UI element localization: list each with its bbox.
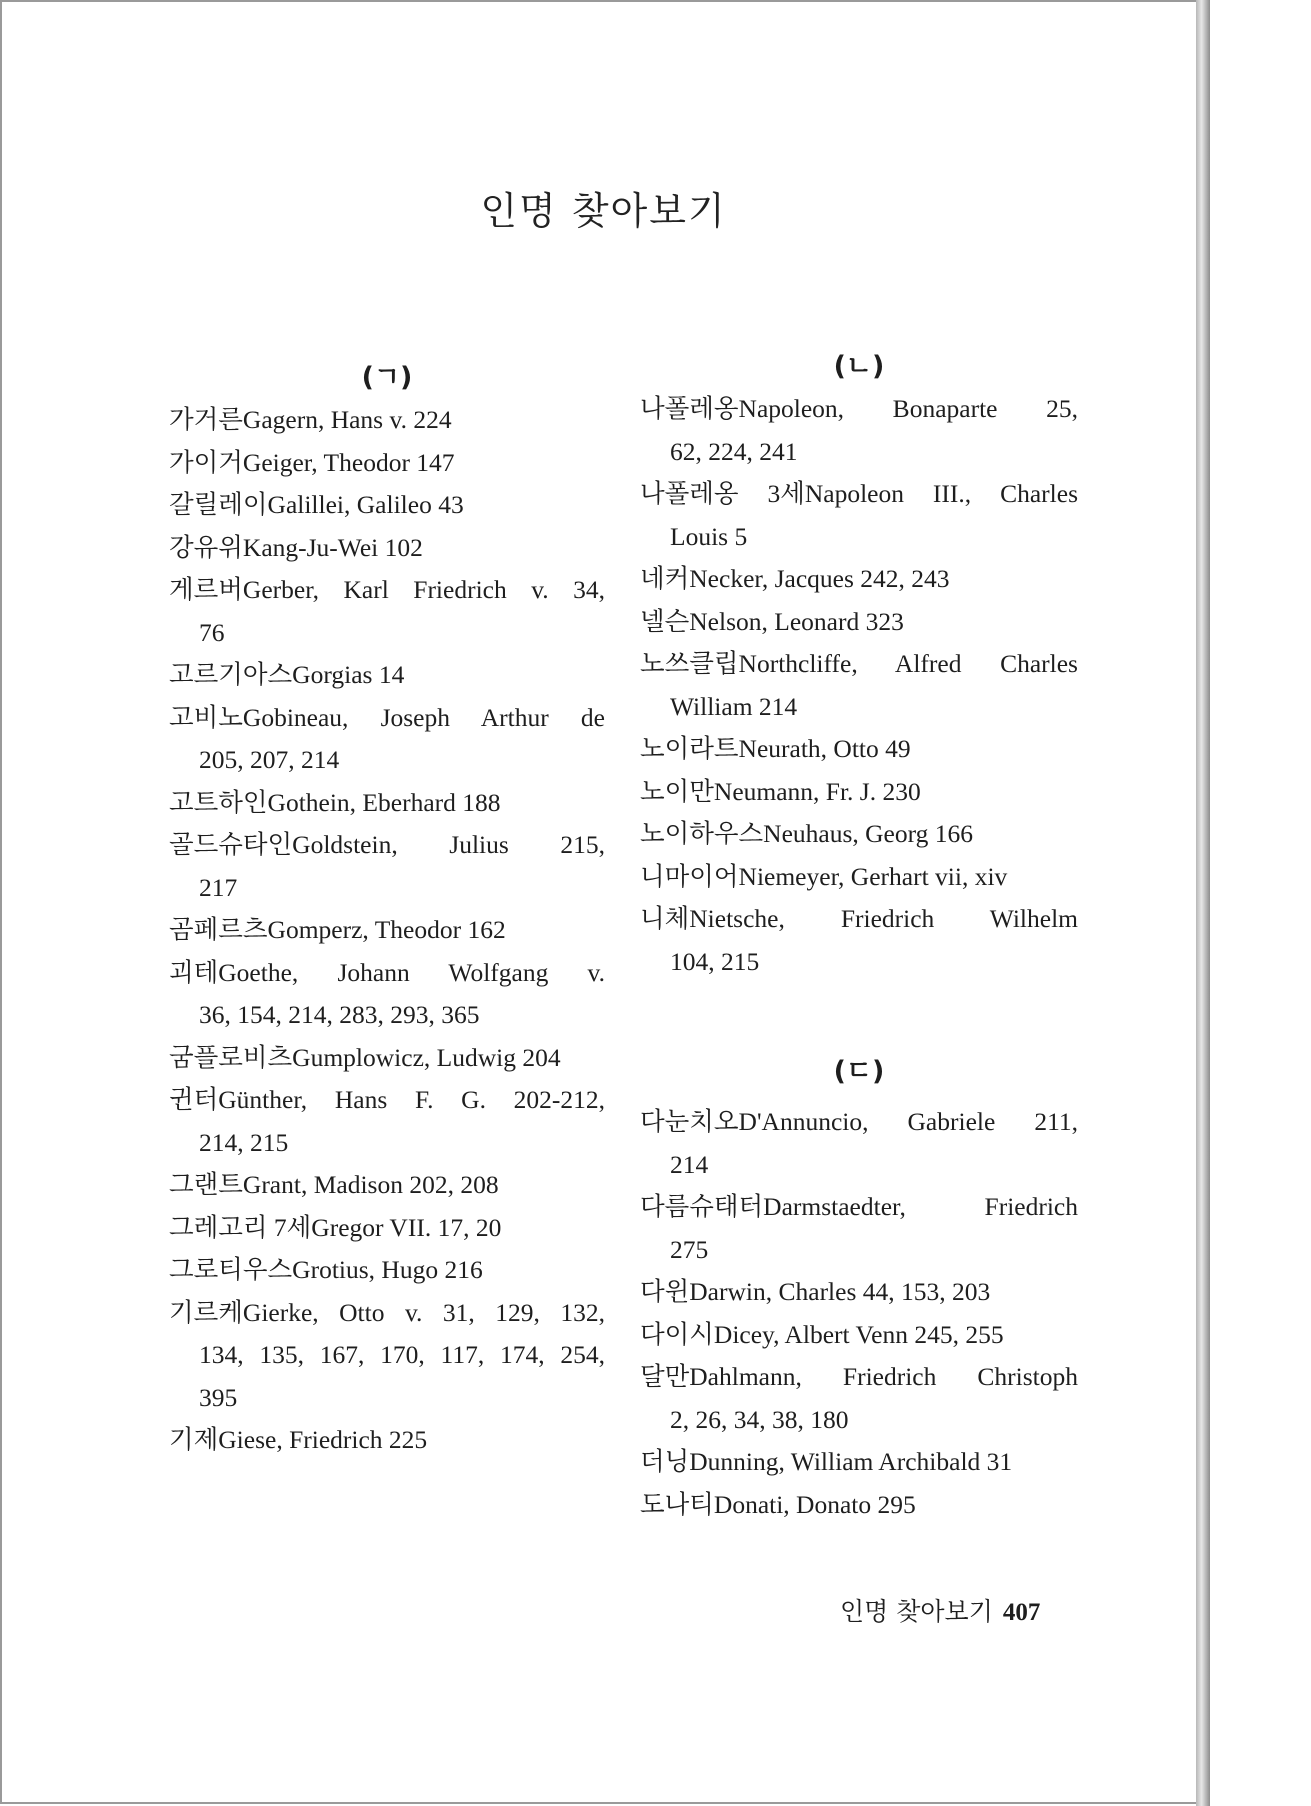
- background-margin: [1210, 0, 1311, 1806]
- index-entry: [169, 442, 605, 485]
- index-entry: [169, 909, 605, 952]
- index-entry: [640, 856, 1078, 899]
- index-entry: [169, 697, 605, 782]
- entry-text: 노이만Neumann, Fr. J. 230: [640, 776, 921, 806]
- footer-label: 인명 찾아보기: [840, 1597, 993, 1626]
- entry-text: 다름슈태터Darmstaedter, Friedrich: [640, 1192, 1078, 1221]
- index-entry: [640, 388, 1078, 473]
- entry-text: 그로티우스Grotius, Hugo 216: [169, 1255, 483, 1284]
- index-entry: [169, 1207, 605, 1250]
- index-entry: [169, 1249, 605, 1292]
- entry-text: 달만Dahlmann, Friedrich Christoph: [640, 1362, 1078, 1391]
- index-entry: [169, 1419, 605, 1462]
- index-entry: [169, 1037, 605, 1080]
- entry-list-d: [640, 1101, 1078, 1526]
- entry-continuation: 134, 135, 167, 170, 117, 174, 254,: [199, 1340, 605, 1369]
- entry-text: 기제Giese, Friedrich 225: [169, 1425, 428, 1454]
- entry-text: 곰페르츠Gomperz, Theodor 162: [169, 915, 506, 944]
- entry-continuation: William 214: [670, 691, 798, 721]
- running-footer: [840, 1592, 1040, 1628]
- entry-text: 강유위Kang-Ju-Wei 102: [169, 532, 423, 562]
- entry-text: 더닝Dunning, William Archibald 31: [640, 1447, 1013, 1476]
- index-entry: [640, 601, 1078, 644]
- entry-text: 노쓰클립Northcliffe, Alfred Charles: [640, 649, 1078, 678]
- index-entry: [169, 527, 605, 570]
- entry-text: 고트하인Gothein, Eberhard 188: [169, 787, 501, 817]
- entry-continuation: 214, 215: [199, 1127, 289, 1157]
- index-entry: [169, 654, 605, 697]
- entry-continuation: 217: [199, 872, 238, 902]
- entry-text: 넬슨Nelson, Leonard 323: [640, 606, 904, 636]
- index-column-left: [169, 362, 605, 1462]
- index-entry: [640, 1484, 1078, 1527]
- entry-text: 도나티Donati, Donato 295: [640, 1489, 916, 1519]
- entry-text: 게르버Gerber, Karl Friedrich v. 34,: [169, 575, 605, 604]
- index-entry: [169, 782, 605, 825]
- page-title: 인명 찾아보기: [480, 189, 727, 233]
- index-entry: [640, 1186, 1078, 1271]
- entry-continuation: Louis 5: [670, 521, 748, 551]
- entry-continuation: 395: [199, 1382, 238, 1412]
- section-heading-g: (ㄱ): [361, 362, 413, 393]
- entry-text: 갈릴레이Galillei, Galileo 43: [169, 490, 464, 519]
- index-entry: [169, 484, 605, 527]
- index-entry: [640, 558, 1078, 601]
- entry-continuation: 2, 26, 34, 38, 180: [670, 1404, 849, 1434]
- entry-text: 가이거Geiger, Theodor 147: [169, 447, 455, 477]
- entry-list-n: [640, 388, 1078, 983]
- entry-text: 니체Nietsche, Friedrich Wilhelm: [640, 904, 1078, 933]
- index-entry: [640, 771, 1078, 814]
- index-entry: [169, 1292, 605, 1420]
- index-entry: [169, 1079, 605, 1164]
- index-column-right: [640, 351, 1078, 1526]
- index-entry: [640, 728, 1078, 771]
- entry-text: 다윈Darwin, Charles 44, 153, 203: [640, 1277, 991, 1306]
- entry-continuation: 36, 154, 214, 283, 293, 365: [199, 1000, 480, 1029]
- entry-continuation: 62, 224, 241: [670, 436, 798, 466]
- index-entry: [169, 824, 605, 909]
- entry-text: 노이하우스Neuhaus, Georg 166: [640, 819, 974, 848]
- entry-text: 그랜트Grant, Madison 202, 208: [169, 1170, 499, 1199]
- entry-text: 네커Necker, Jacques 242, 243: [640, 564, 950, 593]
- index-entry: [640, 1271, 1078, 1314]
- entry-text: 나폴레옹 3세Napoleon III., Charles: [640, 479, 1078, 508]
- index-entry: [640, 473, 1078, 558]
- entry-continuation: 214: [670, 1149, 709, 1179]
- entry-text: 노이라트Neurath, Otto 49: [640, 734, 911, 763]
- entry-continuation: 205, 207, 214: [199, 745, 340, 774]
- index-entry: [640, 898, 1078, 983]
- entry-continuation: 76: [199, 617, 225, 647]
- index-entry: [640, 1356, 1078, 1441]
- page-number: 407: [1002, 1599, 1041, 1626]
- entry-text: 다이시Dicey, Albert Venn 245, 255: [640, 1319, 1004, 1349]
- entry-text: 니마이어Niemeyer, Gerhart vii, xiv: [640, 861, 1008, 891]
- entry-text: 다눈치오D'Annuncio, Gabriele 211,: [640, 1107, 1078, 1136]
- entry-text: 기르케Gierke, Otto v. 31, 129, 132,: [169, 1297, 605, 1327]
- page-edge-shadow: [1196, 0, 1210, 1806]
- index-entry: [169, 569, 605, 654]
- entry-text: 가거른Gagern, Hans v. 224: [169, 405, 452, 434]
- index-entry: [169, 952, 605, 1037]
- index-entry: [640, 813, 1078, 856]
- entry-text: 귄터Günther, Hans F. G. 202-212,: [169, 1085, 605, 1114]
- index-entry: [169, 1164, 605, 1207]
- section-heading-d: (ㄷ): [833, 1056, 885, 1087]
- entry-text: 고비노Gobineau, Joseph Arthur de: [169, 702, 605, 732]
- entry-continuation: 104, 215: [670, 946, 760, 976]
- entry-text: 그레고리 7세Gregor VII. 17, 20: [169, 1212, 502, 1242]
- entry-continuation: 275: [670, 1234, 709, 1264]
- index-entry: [169, 399, 605, 442]
- section-gap: [640, 983, 1078, 1043]
- entry-text: 골드슈타인Goldstein, Julius 215,: [169, 830, 605, 859]
- entry-text: 고르기아스Gorgias 14: [169, 660, 405, 689]
- entry-text: 나폴레옹Napoleon, Bonaparte 25,: [640, 394, 1078, 423]
- index-entry: [640, 1314, 1078, 1357]
- section-heading-n: (ㄴ): [833, 351, 885, 382]
- index-entry: [640, 643, 1078, 728]
- entry-text: 굼플로비츠Gumplowicz, Ludwig 204: [169, 1042, 561, 1072]
- index-entry: [640, 1441, 1078, 1484]
- entry-text: 괴테Goethe, Johann Wolfgang v.: [169, 957, 605, 987]
- entry-list-g: [169, 399, 605, 1462]
- index-entry: [640, 1101, 1078, 1186]
